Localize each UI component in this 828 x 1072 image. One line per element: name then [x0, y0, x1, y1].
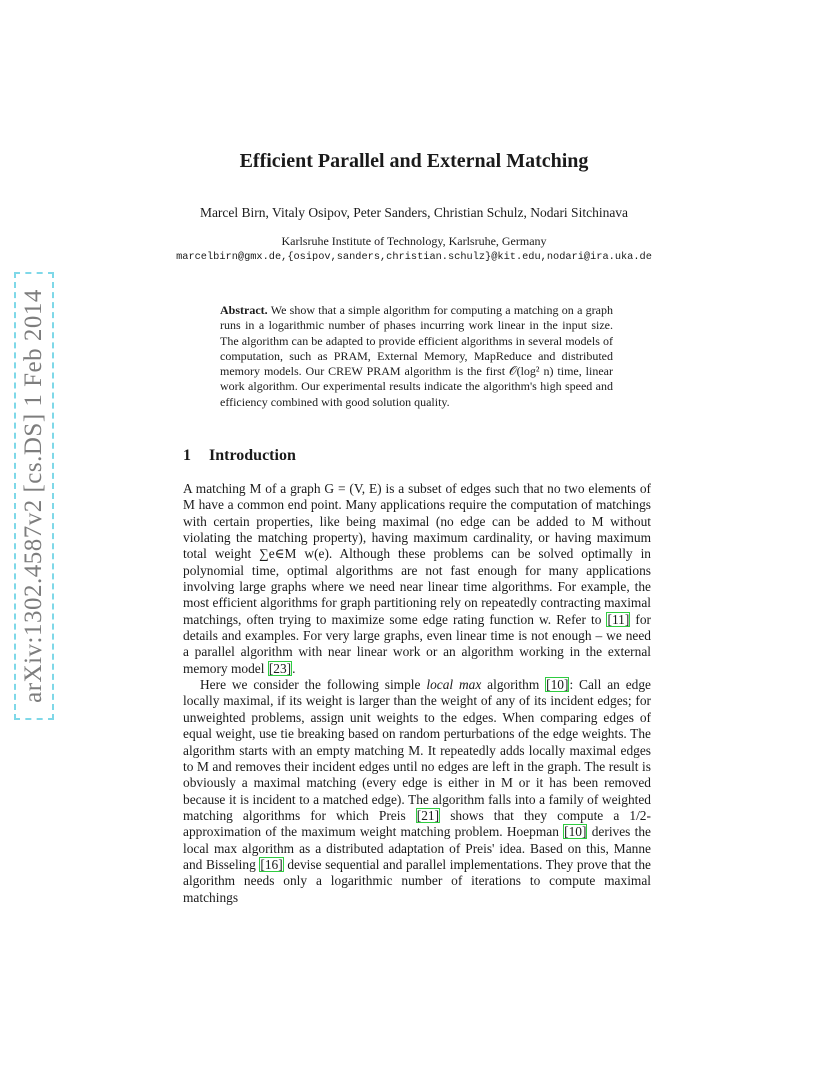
paragraph-text: Here we consider the following simple — [200, 677, 421, 693]
paragraph-text: A matching M of a graph G = (V, E) is a subset of edges such that no two elements of M have a common end point. Many applications require the computation of matchings with certain properties, like being maximal (no edge can be added to M without violating the matching property), having maximum cardinality, or having maximum total weight ∑e∈M w(e). Although these problems can be solved optimally in polynomial time, optimal algorithms are not fast enough for many applications involving large graphs where we need near linear time algorithms. For example, the most efficient algorithms for graph partitioning rely on repeatedly contracting maximal matchings, often trying to maximize some edge rating function w. Refer to — [183, 481, 651, 627]
citation-link[interactable]: [10] — [546, 677, 569, 693]
author-emails: marcelbirn@gmx.de,{osipov,sanders,christian.schulz}@kit.edu,nodari@ira.uka.de — [176, 251, 652, 263]
introduction-body — [183, 481, 651, 906]
section-title: Introduction — [209, 447, 296, 464]
paragraph-text: algorithm — [487, 677, 540, 693]
author-list: Marcel Birn, Vitaly Osipov, Peter Sanders, Christian Schulz, Nodari Sitchinava — [199, 205, 629, 220]
abstract-text: We show that a simple algorithm for computing a matching on a graph runs in a logarithmic number of phases incurring work linear in the input size. The algorithm can be adapted to provide efficient algorithms in several models of computation, such as PRAM, External Memory, MapReduce and distributed memory models. Our CREW PRAM algorithm is the first 𝒪(log² n) time, linear work algorithm. Our experimental results indicate the algorithm's high speed and efficiency combined with good solution quality. — [220, 303, 613, 409]
paragraph-text: . — [292, 660, 296, 676]
section-heading — [183, 447, 296, 465]
arxiv-stamp[interactable] — [14, 272, 54, 720]
paper-title: Efficient Parallel and External Matching — [239, 150, 589, 172]
citation-link[interactable]: [11] — [607, 611, 630, 627]
paragraph-text: shows that they compute a 1/2-approximation of the maximum weight matching problem. Hoepman — [183, 807, 651, 840]
arxiv-id-label: arXiv:1302.4587v2 [cs.DS] 1 Feb 2014 — [20, 289, 47, 703]
emphasis-text: local max — [426, 677, 482, 693]
abstract — [220, 303, 613, 410]
affiliation: Karlsruhe Institute of Technology, Karlsruhe, Germany — [281, 234, 547, 248]
paragraph-text: for details and examples. For very large graphs, even linear time is not enough – we need a parallel algorithm with near linear work or an algorithm working in the external memory model — [183, 611, 651, 676]
paragraph-text: derives the local max algorithm as a distributed adaptation of Preis' idea. Based on this, Manne and Bisseling — [183, 824, 651, 872]
abstract-label: Abstract. — [220, 303, 268, 317]
citation-link[interactable]: [21] — [416, 807, 440, 823]
paragraph-text: : Call an edge locally maximal, if its weight is larger than the weight of any of its incident edges; for unweighted problems, assign unit weights to the edges. When comparing edges of equal weight, use tie breaking based on random perturbations of the edge weights. The algorithm starts with an empty matching M. It repeatedly adds locally maximal edges to M and removes their incident edges until no edges are left in the graph. The result is obviously a maximal matching (every edge is either in M or it has been removed because it is incident to a matched edge). The algorithm falls into a family of weighted matching algorithms for which Preis — [183, 677, 651, 823]
paragraph — [183, 677, 651, 906]
citation-link[interactable]: [10] — [564, 824, 587, 840]
citation-link[interactable]: [16] — [260, 856, 283, 872]
citation-link[interactable]: [23] — [268, 660, 292, 676]
section-number: 1 — [183, 447, 191, 464]
paragraph — [183, 481, 651, 677]
paragraph-text: devise sequential and parallel implementations. They prove that the algorithm needs only a logarithmic number of iterations to compute maximal matchings — [183, 856, 651, 905]
